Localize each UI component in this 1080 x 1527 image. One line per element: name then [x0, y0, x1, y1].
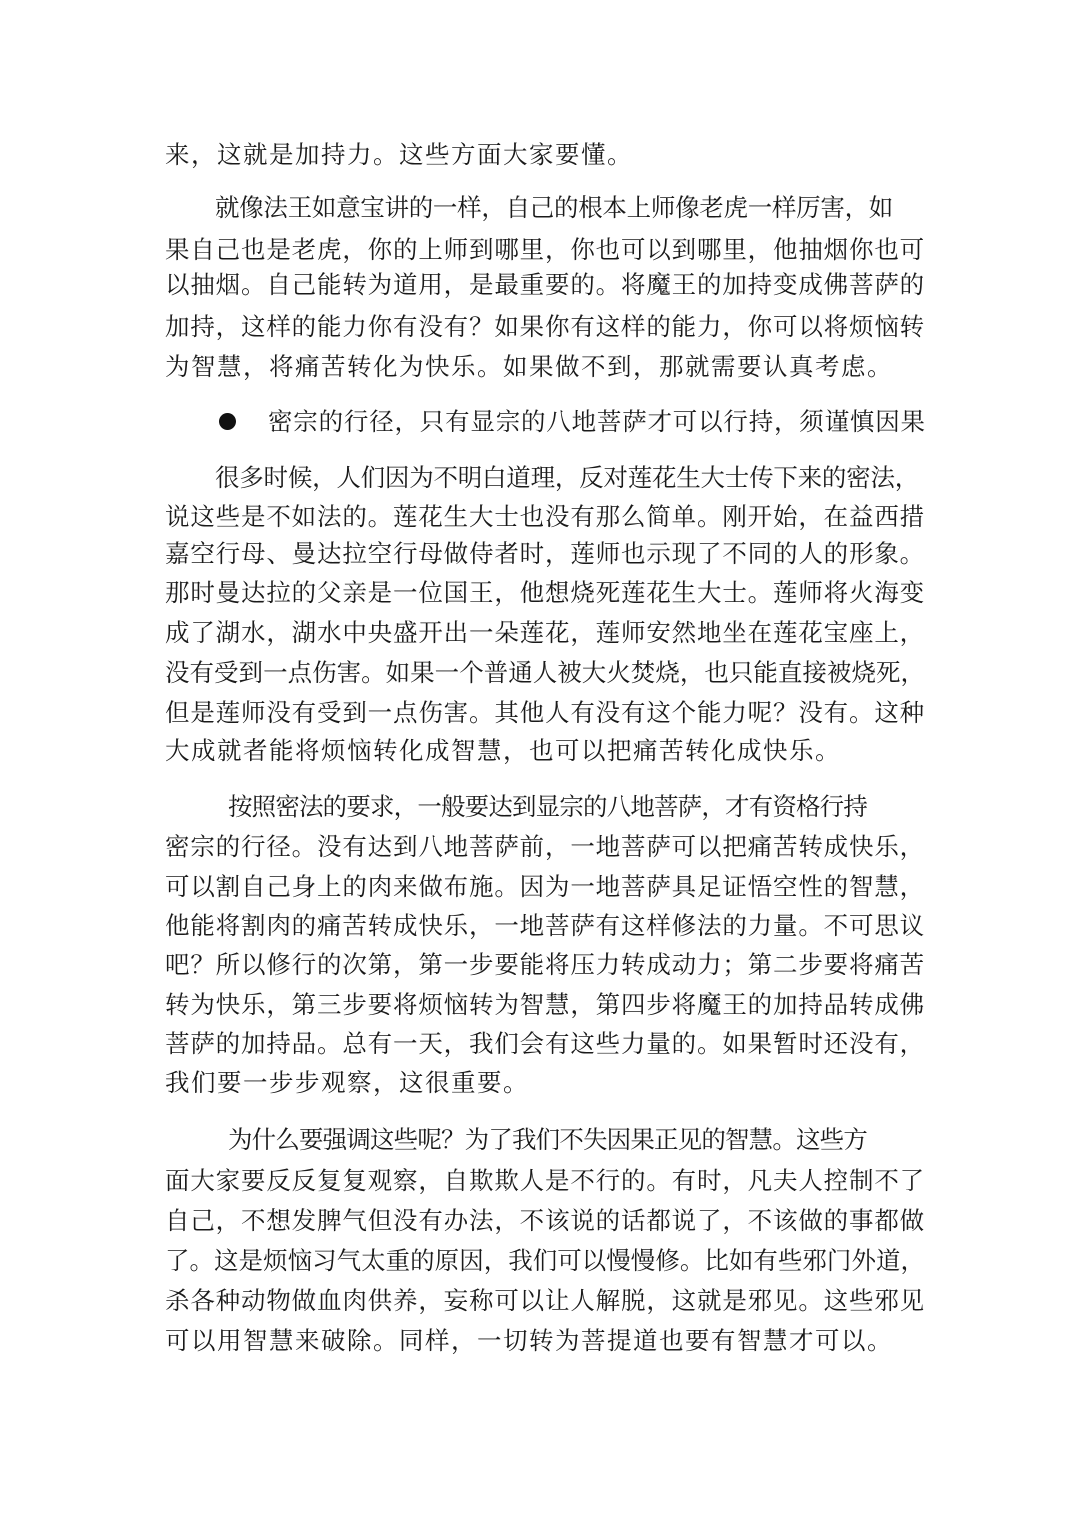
paragraph-2-line: 加持，这样的能力你有没有？如果你有这样的能力，你可以将烦恼转: [165, 312, 925, 341]
bullet-dot-icon: [219, 413, 236, 430]
paragraph-5-line: 为什么要强调这些呢？为了我们不失因果正见的智慧。这些方: [228, 1125, 867, 1154]
paragraph-4-line: 菩萨的加持品。总有一天，我们会有这些力量的。如果暂时还没有，: [165, 1029, 925, 1058]
paragraph-3-line: 很多时候，人们因为不明白道理，反对莲花生大士传下来的密法，: [215, 463, 919, 492]
paragraph-5-line: 自己，不想发脾气但没有办法，不该说的话都说了，不该做的事都做: [165, 1206, 925, 1235]
paragraph-5-line: 可以用智慧来破除。同样，一切转为菩提道也要有智慧才可以。: [165, 1326, 893, 1355]
paragraph-3-line: 没有受到一点伤害。如果一个普通人被大火焚烧，也只能直接被烧死，: [165, 658, 925, 687]
paragraph-4-line: 我们要一步步观察，这很重要。: [165, 1068, 529, 1097]
paragraph-2-line: 以抽烟。自己能转为道用，是最重要的。将魔王的加持变成佛菩萨的: [165, 270, 925, 299]
paragraph-4-line: 他能将割肉的痛苦转成快乐，一地菩萨有这样修法的力量。不可思议: [165, 911, 925, 940]
paragraph-2-line: 果自己也是老虎，你的上师到哪里，你也可以到哪里，他抽烟你也可: [165, 235, 925, 264]
paragraph-5-line: 杀各种动物做血肉供养，妄称可以让人解脱，这就是邪见。这些邪见: [165, 1286, 925, 1315]
paragraph-5-line: 面大家要反反复复观察，自欺欺人是不行的。有时，凡夫人控制不了: [165, 1166, 925, 1195]
paragraph-3-line: 大成就者能将烦恼转化成智慧，也可以把痛苦转化成快乐。: [165, 736, 841, 765]
paragraph-4-line: 按照密法的要求，一般要达到显宗的八地菩萨，才有资格行持: [228, 792, 867, 821]
paragraph-4-line: 可以割自己身上的肉来做布施。因为一地菩萨具足证悟空性的智慧，: [165, 872, 925, 901]
paragraph-3-line: 说这些是不如法的。莲花生大士也没有那么简单。刚开始，在益西措: [165, 502, 925, 531]
bullet-heading: [215, 404, 935, 440]
paragraph-2-line: 就像法王如意宝讲的一样，自己的根本上师像老虎一样厉害，如: [215, 193, 893, 222]
paragraph-4-line: 吧？所以修行的次第，第一步要能将压力转成动力；第二步要将痛苦: [165, 950, 925, 979]
paragraph-4-line: 转为快乐，第三步要将烦恼转为智慧，第四步将魔王的加持品转成佛: [165, 990, 925, 1019]
paragraph-3-line: 那时曼达拉的父亲是一位国王，他想烧死莲花生大士。莲师将火海变: [165, 578, 925, 607]
paragraph-5-line: 了。这是烦恼习气太重的原因，我们可以慢慢修。比如有些邪门外道，: [165, 1246, 925, 1275]
paragraph-1-line: 来，这就是加持力。这些方面大家要懂。: [165, 140, 633, 169]
paragraph-4-line: 密宗的行径。没有达到八地菩萨前，一地菩萨可以把痛苦转成快乐，: [165, 832, 925, 861]
paragraph-3-line: 成了湖水，湖水中央盛开出一朵莲花，莲师安然地坐在莲花宝座上，: [165, 618, 925, 647]
paragraph-3-line: 但是莲师没有受到一点伤害。其他人有没有这个能力呢？没有。这种: [165, 698, 925, 727]
paragraph-2-line: 为智慧，将痛苦转化为快乐。如果做不到，那就需要认真考虑。: [165, 352, 893, 381]
paragraph-3-line: 嘉空行母、曼达拉空行母做侍者时，莲师也示现了不同的人的形象。: [165, 539, 925, 568]
heading-text: 密宗的行径，只有显宗的八地菩萨才可以行持，须谨慎因果: [268, 407, 926, 436]
